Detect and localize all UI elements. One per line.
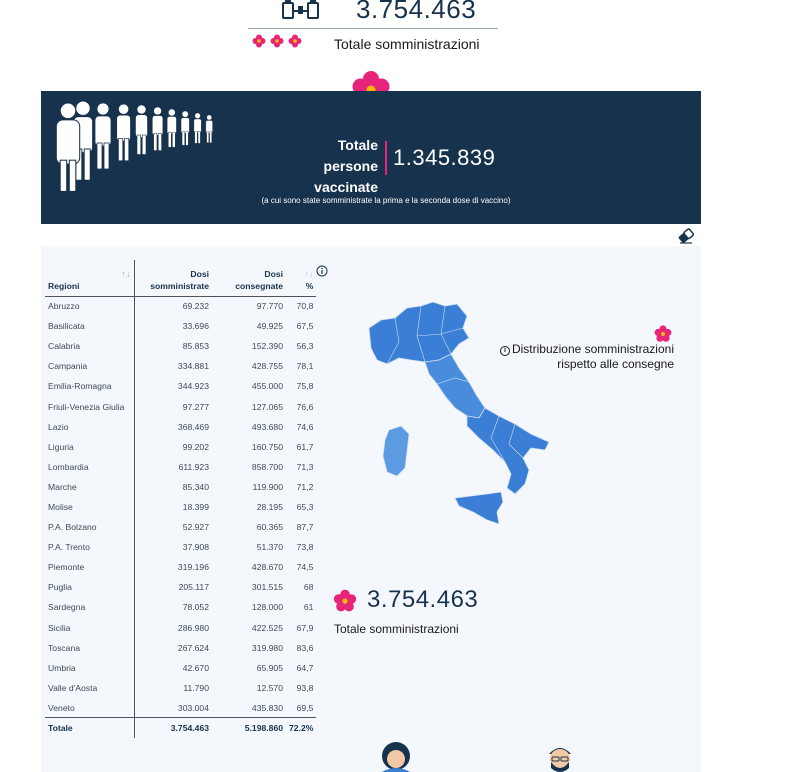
doses-given: 85.340 [182, 481, 209, 492]
region-name: Basilicata [45, 316, 134, 336]
total-delivered: 5.198.860 [212, 718, 286, 738]
doses-given: 368.469 [177, 421, 209, 432]
doses-given: 85.853 [182, 341, 209, 352]
region-name: Campania [45, 356, 134, 376]
percent: 73,8 [296, 542, 314, 553]
header-doses-given-line2: somministrate [150, 280, 209, 291]
doses-delivered: 435.830 [251, 702, 283, 713]
doses-given: 42.670 [182, 662, 209, 673]
table-row [45, 296, 316, 316]
header-doses-given-line1: Dosi [190, 268, 209, 279]
doses-delivered: 152.390 [251, 341, 283, 352]
doses-delivered: 51.370 [256, 542, 283, 553]
doses-delivered: 160.750 [251, 441, 283, 452]
regional-panel [41, 246, 701, 772]
doses-delivered: 493.680 [251, 421, 283, 432]
table-row [45, 698, 316, 718]
vaccine-vials-icon [280, 0, 324, 20]
doses-given: 78.052 [182, 602, 209, 613]
percent: 69,5 [296, 702, 314, 713]
percent: 76,6 [296, 401, 314, 412]
doses-given: 11.790 [183, 682, 209, 693]
doses-given: 52.927 [182, 522, 209, 533]
region-name: Toscana [45, 638, 134, 658]
region-name: Lombardia [45, 457, 134, 477]
vaccinated-people-banner [41, 91, 701, 224]
doses-delivered: 97.770 [256, 301, 283, 312]
vaccinated-title [256, 135, 378, 198]
doses-given: 267.624 [177, 642, 209, 653]
region-name: Calabria [45, 336, 134, 356]
map-region-sicilia[interactable] [455, 492, 503, 524]
info-icon[interactable] [316, 265, 328, 277]
vaccinated-note: (a cui sono state somministrate la prima e la seconda dose di vaccino) [261, 196, 511, 205]
percent: 78,1 [296, 361, 314, 372]
doses-delivered: 127.065 [251, 401, 283, 412]
map-total-label: Totale somministrazioni [334, 622, 459, 636]
table-row [45, 618, 316, 638]
region-name: Emilia-Romagna [45, 376, 134, 396]
vaccinated-value: 1.345.839 [393, 145, 496, 170]
region-name: Umbria [45, 658, 134, 678]
table-row [45, 678, 316, 698]
percent: 67,5 [296, 321, 314, 332]
italy-choropleth-map[interactable] [359, 298, 591, 530]
percent: 87,7 [296, 522, 314, 533]
percent: 56,3 [296, 341, 314, 352]
table-row [45, 356, 316, 376]
table-total-row [45, 718, 316, 738]
vaccinated-title-line1: Totale [337, 137, 378, 153]
map-total-value: 3.754.463 [367, 586, 479, 613]
doses-given: 286.980 [177, 622, 209, 633]
table-row [45, 396, 316, 416]
table-row [45, 577, 316, 597]
top-summary [248, 0, 498, 54]
sort-icon[interactable]: ↑↓ [121, 268, 131, 279]
percent: 68 [303, 582, 314, 593]
region-name: P.A. Bolzano [45, 517, 134, 537]
top-total-value: 3.754.463 [356, 0, 477, 24]
doses-delivered: 422.525 [251, 622, 283, 633]
table-row [45, 517, 316, 537]
doses-given: 37.908 [182, 542, 209, 553]
doses-delivered: 455.000 [251, 381, 283, 392]
region-name: Abruzzo [45, 296, 134, 316]
percent: 74,5 [296, 562, 314, 573]
doses-delivered: 119.900 [252, 481, 283, 492]
table-row [45, 437, 316, 457]
doses-given: 99.202 [182, 441, 209, 452]
header-doses-delivered-line1: Dosi [264, 268, 283, 279]
map-region-sardegna[interactable] [383, 426, 409, 476]
doses-delivered: 65.905 [256, 662, 283, 673]
percent: 71,2 [296, 481, 314, 492]
percent: 65,3 [296, 501, 314, 512]
region-name: Puglia [45, 577, 134, 597]
table-row [45, 457, 316, 477]
percent: 74,6 [296, 421, 314, 432]
primula-flower-icon [333, 589, 357, 613]
doses-delivered: 428.755 [251, 361, 283, 372]
primula-flower-icon [654, 325, 672, 343]
percent: 71,3 [296, 461, 314, 472]
doses-given: 344.923 [177, 381, 209, 392]
percent: 61,7 [296, 441, 314, 452]
region-name: Valle d'Aosta [45, 678, 134, 698]
map-region-north[interactable] [369, 302, 469, 364]
doses-given: 334.881 [177, 361, 209, 372]
table-row [45, 537, 316, 557]
table-row [45, 638, 316, 658]
header-percent[interactable] [286, 260, 316, 296]
doses-delivered: 301.515 [251, 582, 283, 593]
doses-given: 33.696 [182, 321, 209, 332]
region-name: Lazio [45, 417, 134, 437]
doses-given: 97.277 [182, 401, 209, 412]
header-doses-given[interactable] [134, 260, 212, 296]
header-doses-delivered-line2: consegnate [235, 280, 283, 291]
woman-avatar-icon [376, 742, 416, 772]
map-legend [486, 342, 674, 372]
total-given: 3.754.463 [134, 718, 212, 738]
percent: 83,6 [296, 642, 314, 653]
region-name: Friuli-Venezia Giulia [45, 396, 134, 416]
region-name: Piemonte [45, 557, 134, 577]
table-row [45, 557, 316, 577]
table-row [45, 376, 316, 396]
region-name: Veneto [45, 698, 134, 718]
divider [248, 28, 498, 29]
people-queue-illustration [55, 101, 223, 201]
region-name: P.A. Trento [45, 537, 134, 557]
percent: 67,9 [296, 622, 314, 633]
doses-delivered: 128.000 [251, 602, 283, 613]
map-region-center[interactable] [425, 354, 485, 418]
region-name: Molise [45, 497, 134, 517]
top-total-label: Totale somministrazioni [334, 36, 480, 52]
table-row [45, 497, 316, 517]
map-region-south[interactable] [467, 408, 549, 494]
header-region-label: Regioni [48, 280, 80, 291]
vaccinated-title-line2: persone vaccinate [314, 158, 378, 195]
doses-given: 303.004 [177, 702, 209, 713]
man-avatar-icon [540, 742, 580, 772]
table-row [45, 597, 316, 617]
percent: 61 [303, 602, 314, 613]
doses-given: 319.196 [177, 562, 209, 573]
region-name: Marche [45, 477, 134, 497]
info-icon[interactable]: i [500, 346, 510, 356]
doses-given: 69.232 [182, 301, 209, 312]
header-percent-label: % [305, 280, 314, 291]
table-row [45, 417, 316, 437]
percent: 93,8 [296, 682, 314, 693]
header-region[interactable] [45, 260, 134, 296]
doses-delivered: 858.700 [251, 461, 283, 472]
table-row [45, 477, 316, 497]
total-percent: 72.2% [286, 718, 316, 738]
doses-delivered: 12.570 [256, 682, 283, 693]
region-name: Liguria [45, 437, 134, 457]
percent: 70,8 [296, 301, 314, 312]
region-name: Sicilia [45, 618, 134, 638]
region-name: Sardegna [45, 597, 134, 617]
doses-delivered: 319.980 [251, 642, 283, 653]
accent-divider [385, 141, 387, 175]
doses-delivered: 428.670 [251, 562, 283, 573]
table-header-row [45, 260, 316, 296]
header-doses-delivered[interactable] [212, 260, 286, 296]
doses-delivered: 49.925 [256, 321, 283, 332]
doses-given: 18.399 [182, 501, 209, 512]
regions-table [45, 260, 316, 738]
sort-icon[interactable]: ↑↓ [304, 268, 314, 279]
doses-delivered: 60.365 [256, 522, 283, 533]
table-row [45, 316, 316, 336]
map-legend-text: Distribuzione somministrazioni rispetto alle consegne [511, 342, 674, 371]
doses-given: 205.117 [178, 582, 209, 593]
doses-delivered: 28.195 [256, 501, 283, 512]
table-row [45, 336, 316, 356]
doses-given: 611.923 [178, 461, 209, 472]
percent: 75,8 [296, 381, 314, 392]
total-label: Totale [45, 718, 134, 738]
primula-flowers-icon [252, 34, 302, 48]
table-row [45, 658, 316, 678]
percent: 64,7 [296, 662, 314, 673]
eraser-icon[interactable] [677, 228, 695, 244]
